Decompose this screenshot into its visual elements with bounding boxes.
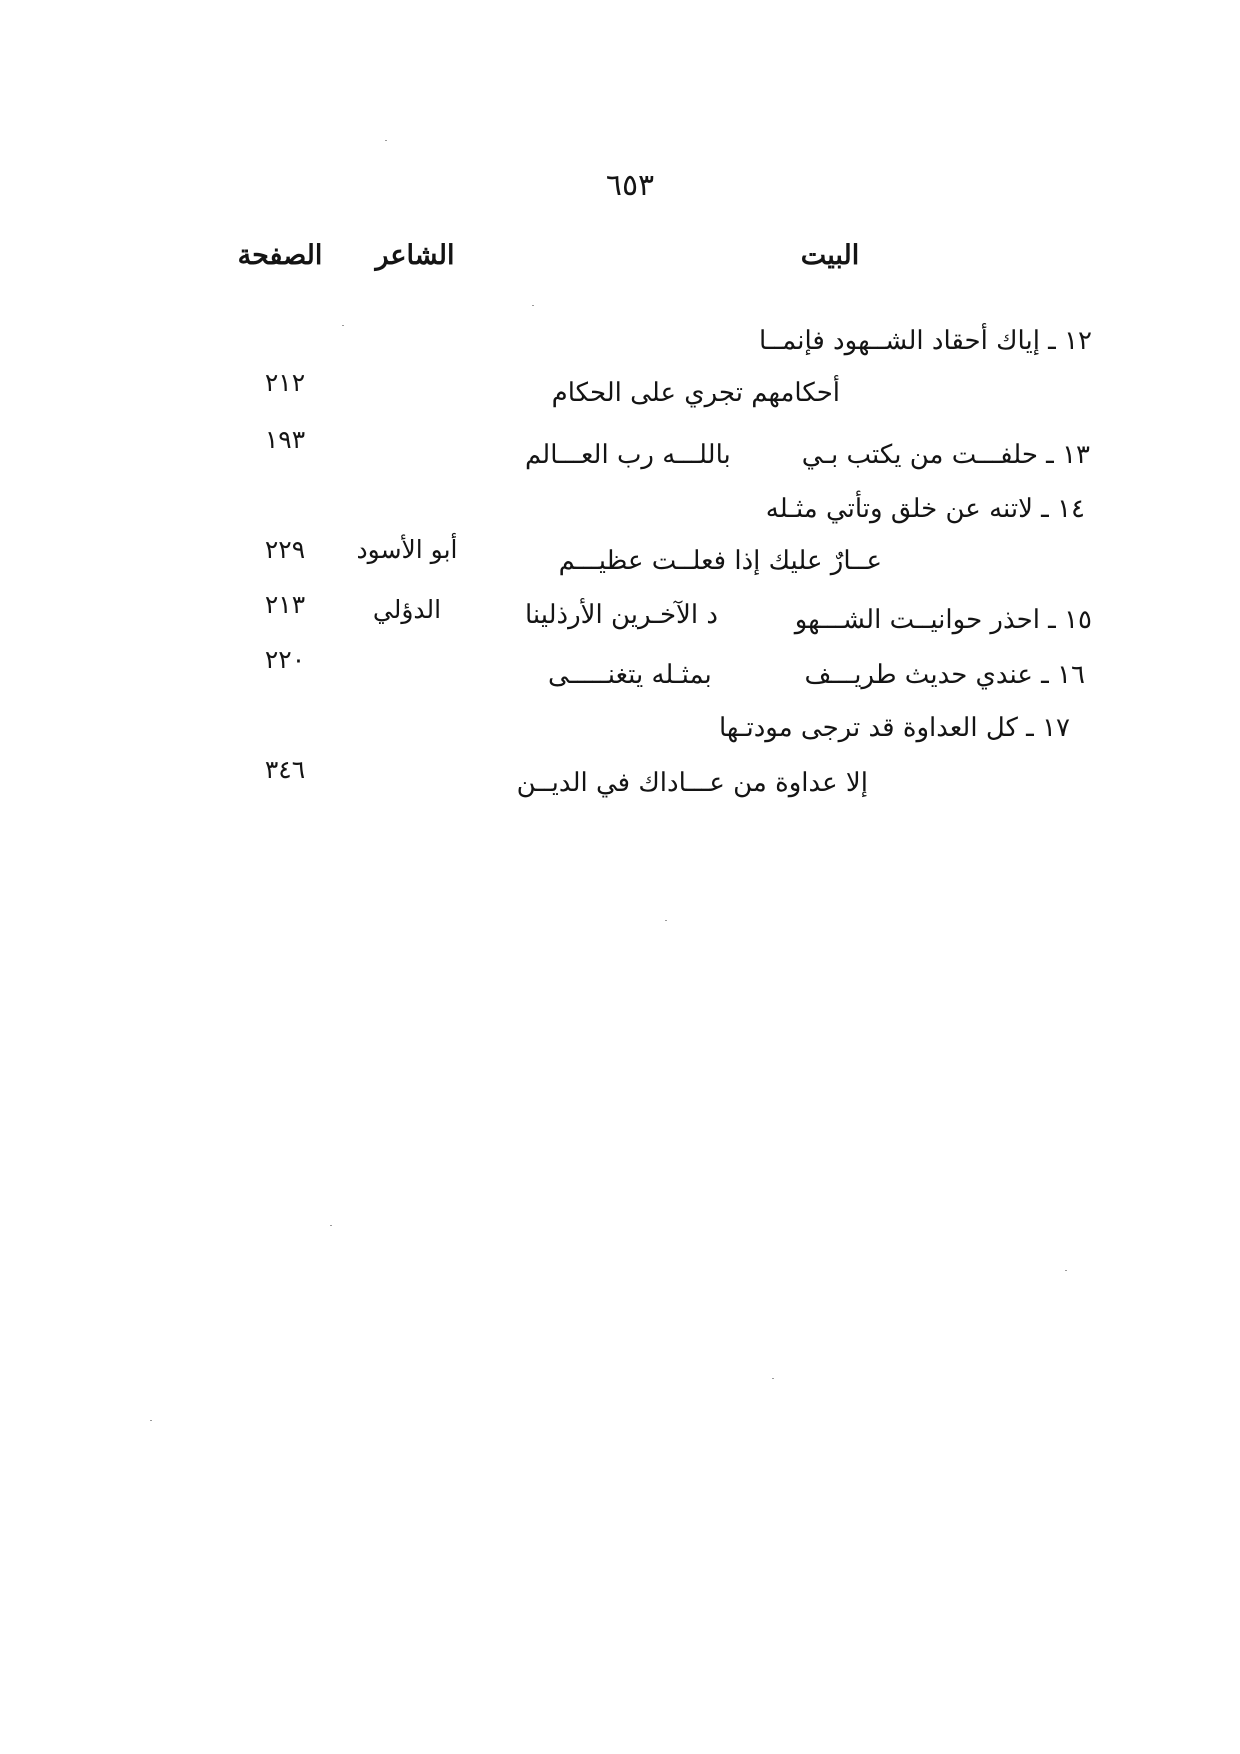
verse-line: ١٢ ـ إياك أحقاد الشــهود فإنمــا [759, 326, 1092, 356]
page-ref: ٢٢٩ [264, 535, 306, 564]
scan-speck [1065, 1270, 1067, 1271]
poet-name: أبو الأسود [356, 535, 458, 564]
page-ref: ١٩٣ [264, 425, 306, 454]
verse-line: عــارٌ عليك إذا فعلــت عظيـــم [558, 546, 882, 576]
verse-line: ١٤ ـ لاتنه عن خلق وتأتي مثـله [765, 494, 1085, 524]
verse-line: ١٦ ـ عندي حديث طريـــف [804, 660, 1085, 690]
verse-line: إلا عداوة من عـــاداك في الديــن [516, 768, 868, 798]
scan-speck [665, 920, 667, 921]
poet-name: الدؤلي [372, 595, 442, 624]
verse-line: أحكامهم تجري على الحكام [551, 378, 840, 408]
scan-speck [385, 140, 387, 141]
page-ref: ٢١٣ [264, 590, 306, 619]
page-ref: ٣٤٦ [264, 755, 306, 784]
verse-line: باللـــه رب العـــالم [525, 440, 731, 470]
verse-line: د الآخـرين الأرذلينا [525, 600, 718, 630]
verse-line: ١٧ ـ كل العداوة قد ترجى مودتـها [718, 713, 1070, 743]
scan-speck [342, 325, 344, 326]
verse-line: ١٣ ـ حلفـــت من يكتب بـي [801, 440, 1090, 470]
page-ref: ٢١٢ [264, 368, 306, 397]
scan-speck [330, 1225, 332, 1226]
header-poet: الشاعر [375, 240, 455, 271]
header-verse: البيت [800, 240, 860, 271]
verse-line: ١٥ ـ احذر حوانيــت الشـــهو [794, 605, 1092, 635]
page-number: ٦٥٣ [605, 168, 655, 203]
header-page: الصفحة [237, 240, 323, 271]
verse-line: بمثـله يتغنـــــى [548, 660, 712, 690]
scan-speck [150, 1420, 152, 1421]
scan-speck [772, 1378, 774, 1379]
page-ref: ٢٢٠ [264, 645, 306, 674]
scan-speck [532, 305, 534, 306]
